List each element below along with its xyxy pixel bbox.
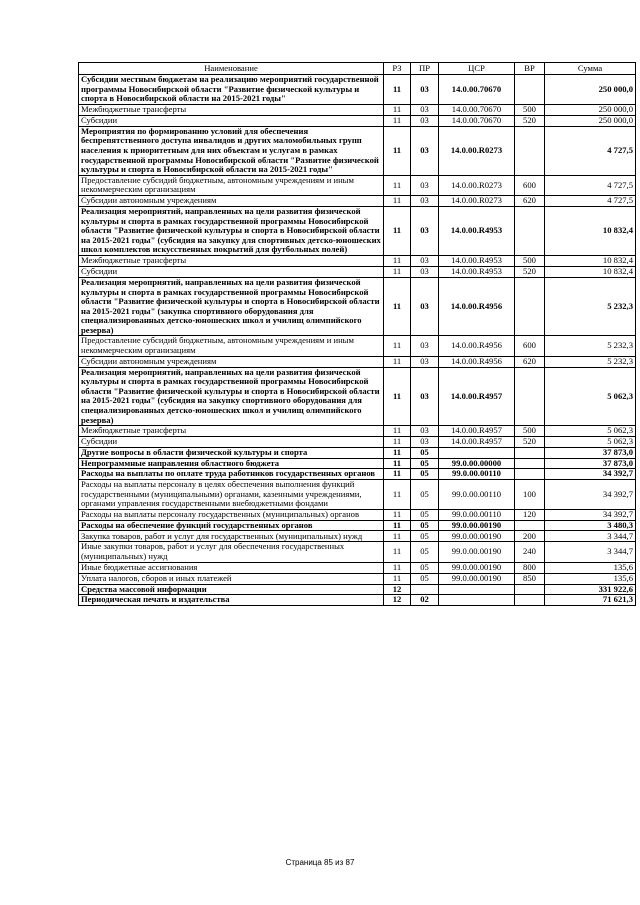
cell-pr: 03 [411,367,439,426]
cell-sum: 37 873,0 [545,448,636,459]
table-row [79,356,636,367]
cell-sum: 135,6 [545,562,636,573]
cell-pr: 05 [411,480,439,510]
cell-name: Субсидии [79,437,384,448]
table-row [79,75,636,105]
cell-csr: 14.0.00.R0273 [439,175,515,195]
table-row [79,584,636,595]
header-sum: Сумма [545,63,636,75]
cell-sum: 250 000,0 [545,115,636,126]
table-row [79,426,636,437]
cell-name: Уплата налогов, сборов и иных платежей [79,573,384,584]
cell-pr: 02 [411,595,439,606]
cell-rz: 11 [384,458,411,469]
table-header-row [79,63,636,75]
cell-pr: 05 [411,520,439,531]
cell-rz: 11 [384,562,411,573]
cell-name: Расходы на выплаты по оплате труда работников государственных органов [79,469,384,480]
cell-csr: 14.0.00.R4953 [439,206,515,255]
table-row [79,437,636,448]
cell-pr: 03 [411,277,439,336]
cell-csr: 14.0.00.R0273 [439,195,515,206]
cell-sum: 3 480,3 [545,520,636,531]
cell-vr [515,520,545,531]
table-row [79,367,636,426]
cell-csr: 14.0.00.R4956 [439,336,515,356]
cell-rz: 11 [384,336,411,356]
cell-vr [515,595,545,606]
cell-sum: 71 621,3 [545,595,636,606]
header-pr: ПР [411,63,439,75]
cell-name: Предоставление субсидий бюджетным, автономным учреждениям и иным некоммерческим организациям [79,175,384,195]
cell-vr [515,126,545,175]
cell-csr: 99.0.00.00110 [439,509,515,520]
cell-name: Межбюджетные трансферты [79,255,384,266]
cell-rz: 11 [384,448,411,459]
cell-name: Межбюджетные трансферты [79,426,384,437]
cell-sum: 10 832,4 [545,255,636,266]
cell-pr: 05 [411,448,439,459]
cell-vr [515,75,545,105]
cell-rz: 11 [384,509,411,520]
cell-pr: 05 [411,469,439,480]
cell-name: Иные закупки товаров, работ и услуг для обеспечения государственных (муниципальных) нужд [79,542,384,562]
cell-sum: 34 392,7 [545,480,636,510]
cell-rz: 12 [384,595,411,606]
cell-vr: 520 [515,266,545,277]
cell-csr: 99.0.00.00190 [439,542,515,562]
cell-rz: 11 [384,573,411,584]
cell-vr: 520 [515,437,545,448]
cell-pr: 03 [411,75,439,105]
cell-csr: 99.0.00.00000 [439,458,515,469]
cell-csr [439,448,515,459]
cell-name: Непрограммные направления областного бюджета [79,458,384,469]
cell-pr: 03 [411,356,439,367]
cell-csr: 14.0.00.R0273 [439,126,515,175]
cell-vr: 600 [515,175,545,195]
cell-sum: 250 000,0 [545,104,636,115]
cell-vr: 620 [515,195,545,206]
table-row [79,573,636,584]
cell-csr [439,584,515,595]
cell-pr [411,584,439,595]
table-row [79,195,636,206]
cell-rz: 11 [384,356,411,367]
cell-vr: 850 [515,573,545,584]
cell-name: Периодическая печать и издательства [79,595,384,606]
cell-name: Расходы на выплаты персоналу государственных (муниципальных) органов [79,509,384,520]
cell-name: Расходы на обеспечение функций государственных органов [79,520,384,531]
cell-sum: 331 922,6 [545,584,636,595]
cell-csr: 99.0.00.00110 [439,480,515,510]
table-row [79,266,636,277]
cell-sum: 5 232,3 [545,336,636,356]
cell-sum: 10 832,4 [545,266,636,277]
cell-rz: 11 [384,426,411,437]
cell-name: Межбюджетные трансферты [79,104,384,115]
table-row [79,562,636,573]
cell-csr [439,595,515,606]
cell-name: Реализация мероприятий, направленных на цели развития физической культуры и спорта в рамках государственной программы Новосибирской области "Развитие физической культуры и спорта в Новосибирской области на 2015-2021 годы" (субсидия на закупку спортивного оборудования для специализированных детско-юношеских школ и училищ олимпийского резерва) [79,367,384,426]
cell-pr: 03 [411,255,439,266]
cell-name: Закупка товаров, работ и услуг для государственных (муниципальных) нужд [79,531,384,542]
cell-pr: 03 [411,104,439,115]
table-row [79,255,636,266]
cell-csr: 99.0.00.00190 [439,531,515,542]
cell-rz: 11 [384,175,411,195]
cell-csr: 14.0.00.R4956 [439,356,515,367]
cell-pr: 05 [411,562,439,573]
cell-sum: 34 392,7 [545,509,636,520]
table-row [79,469,636,480]
cell-sum: 4 727,5 [545,126,636,175]
cell-sum: 250 000,0 [545,75,636,105]
cell-vr [515,277,545,336]
cell-name: Расходы на выплаты персоналу в целях обеспечения выполнения функций государственными (муниципальными) органами, казенными учреждениями, органами управления государственными внебюджетными фондами [79,480,384,510]
table-row [79,126,636,175]
cell-pr: 03 [411,126,439,175]
cell-pr: 03 [411,206,439,255]
table-row [79,509,636,520]
table-row [79,448,636,459]
cell-rz: 11 [384,531,411,542]
cell-pr: 03 [411,426,439,437]
cell-name: Иные бюджетные ассигнования [79,562,384,573]
cell-pr: 05 [411,458,439,469]
cell-sum: 5 232,3 [545,277,636,336]
cell-pr: 03 [411,336,439,356]
cell-pr: 05 [411,573,439,584]
cell-csr: 14.0.00.70670 [439,104,515,115]
cell-sum: 4 727,5 [545,175,636,195]
cell-rz: 11 [384,542,411,562]
cell-rz: 12 [384,584,411,595]
cell-vr: 100 [515,480,545,510]
header-vr: ВР [515,63,545,75]
cell-sum: 3 344,7 [545,531,636,542]
cell-vr: 520 [515,115,545,126]
cell-name: Предоставление субсидий бюджетным, автономным учреждениям и иным некоммерческим организациям [79,336,384,356]
page-footer: Страница 85 из 87 [285,858,355,867]
cell-rz: 11 [384,469,411,480]
cell-name: Субсидии [79,266,384,277]
cell-vr [515,367,545,426]
cell-rz: 11 [384,367,411,426]
cell-name: Субсидии местным бюджетам на реализацию мероприятий государственной программы Новосибирской области "Развитие физической культуры и спорта в Новосибирской области на 2015-2021 годы" [79,75,384,105]
cell-csr: 14.0.00.70670 [439,75,515,105]
cell-rz: 11 [384,520,411,531]
cell-rz: 11 [384,115,411,126]
cell-csr: 14.0.00.R4957 [439,367,515,426]
table-row [79,520,636,531]
cell-vr: 620 [515,356,545,367]
cell-csr: 99.0.00.00190 [439,573,515,584]
cell-vr [515,584,545,595]
cell-pr: 03 [411,266,439,277]
table-row [79,480,636,510]
cell-pr: 03 [411,115,439,126]
table-row [79,104,636,115]
table-row [79,542,636,562]
cell-name: Реализация мероприятий, направленных на цели развития физической культуры и спорта в рамках государственной программы Новосибирской области "Развитие физической культуры и спорта в Новосибирской области на 2015-2021 годы" (закупка спортивного оборудования для специализированных детско-юношеских школ и училищ олимпийского резерва) [79,277,384,336]
cell-pr: 03 [411,175,439,195]
cell-pr: 05 [411,509,439,520]
cell-sum: 5 232,3 [545,356,636,367]
cell-name: Субсидии автономным учреждениям [79,195,384,206]
header-rz: РЗ [384,63,411,75]
cell-rz: 11 [384,104,411,115]
header-name: Наименование [79,63,384,75]
cell-pr: 05 [411,531,439,542]
cell-rz: 11 [384,266,411,277]
cell-name: Средства массовой информации [79,584,384,595]
cell-sum: 135,6 [545,573,636,584]
table-row [79,206,636,255]
cell-csr: 14.0.00.R4957 [439,426,515,437]
cell-csr: 99.0.00.00110 [439,469,515,480]
cell-vr [515,206,545,255]
cell-csr: 14.0.00.R4953 [439,255,515,266]
cell-vr [515,448,545,459]
table-row [79,531,636,542]
cell-vr: 600 [515,336,545,356]
cell-sum: 4 727,5 [545,195,636,206]
cell-vr: 200 [515,531,545,542]
cell-csr: 99.0.00.00190 [439,520,515,531]
cell-sum: 5 062,3 [545,426,636,437]
cell-rz: 11 [384,437,411,448]
budget-table [78,62,636,606]
table-body [79,75,636,606]
cell-vr [515,469,545,480]
cell-rz: 11 [384,75,411,105]
cell-pr: 03 [411,195,439,206]
cell-vr: 500 [515,255,545,266]
cell-name: Другие вопросы в области физической культуры и спорта [79,448,384,459]
cell-sum: 5 062,3 [545,367,636,426]
cell-name: Реализация мероприятий, направленных на цели развития физической культуры и спорта в рамках государственной программы Новосибирской области "Развитие физической культуры и спорта в Новосибирской области на 2015-2021 годы" (субсидия на закупку для спортивных детско-юношеских школ комплектов искусственных покрытий для футбольных полей) [79,206,384,255]
cell-rz: 11 [384,126,411,175]
table-row [79,336,636,356]
table-row [79,175,636,195]
cell-rz: 11 [384,277,411,336]
cell-csr: 14.0.00.R4953 [439,266,515,277]
cell-sum: 10 832,4 [545,206,636,255]
cell-vr [515,458,545,469]
cell-sum: 34 392,7 [545,469,636,480]
cell-rz: 11 [384,195,411,206]
cell-vr: 500 [515,426,545,437]
table-row [79,458,636,469]
cell-csr: 14.0.00.R4957 [439,437,515,448]
header-csr: ЦСР [439,63,515,75]
table-row [79,115,636,126]
cell-csr: 14.0.00.70670 [439,115,515,126]
cell-sum: 3 344,7 [545,542,636,562]
cell-name: Мероприятия по формированию условий для обеспечения беспрепятственного доступа инвалидов и других маломобильных групп населения к приоритетным для них объектам и услугам в рамках государственной программы Новосибирской области "Развитие физической культуры и спорта в Новосибирской области на 2015-2021 годы" [79,126,384,175]
cell-rz: 11 [384,255,411,266]
cell-csr: 14.0.00.R4956 [439,277,515,336]
cell-pr: 05 [411,542,439,562]
cell-vr: 800 [515,562,545,573]
cell-rz: 11 [384,206,411,255]
cell-name: Субсидии автономным учреждениям [79,356,384,367]
table-row [79,595,636,606]
cell-sum: 5 062,3 [545,437,636,448]
cell-vr: 500 [515,104,545,115]
cell-vr: 120 [515,509,545,520]
cell-pr: 03 [411,437,439,448]
cell-rz: 11 [384,480,411,510]
table-row [79,277,636,336]
cell-csr: 99.0.00.00190 [439,562,515,573]
cell-name: Субсидии [79,115,384,126]
cell-sum: 37 873,0 [545,458,636,469]
cell-vr: 240 [515,542,545,562]
